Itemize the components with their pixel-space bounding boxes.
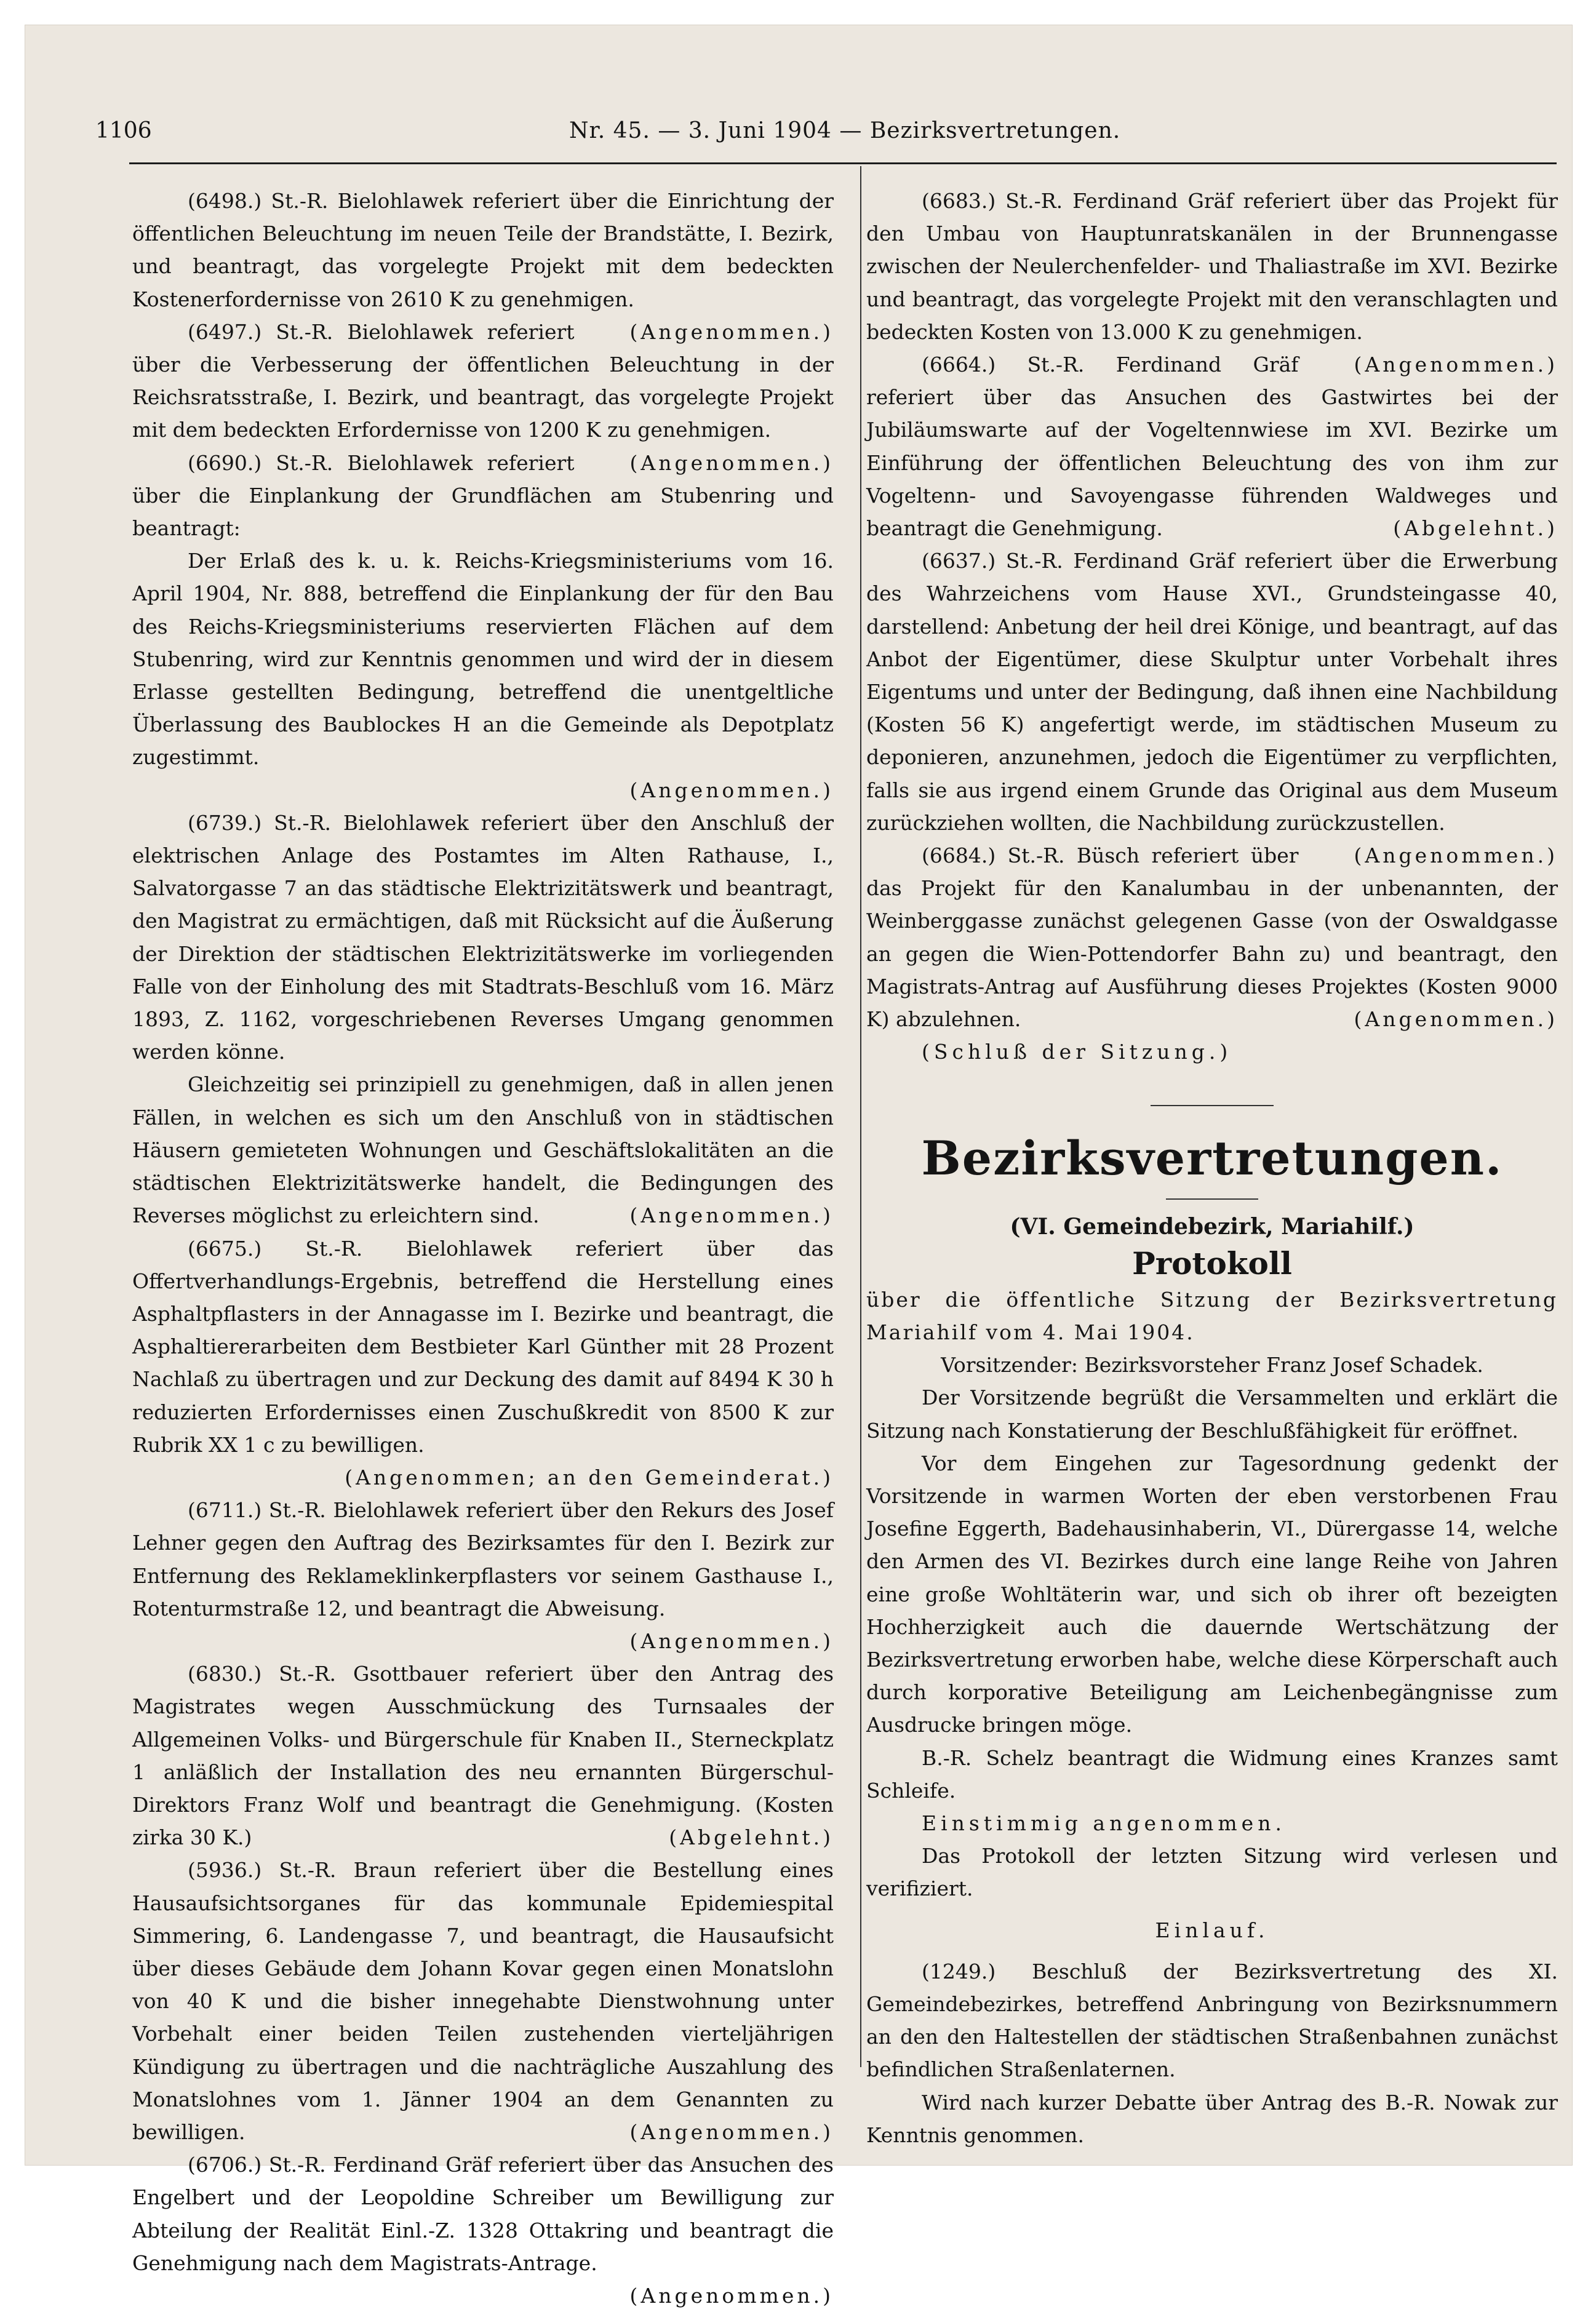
session-intro: über die öffentliche Sitzung der Bezirksvertretung Mariahilf vom 4. Mai 1904. <box>866 1287 1558 1344</box>
result: (Angenommen.) <box>1354 353 1558 377</box>
item-6690-quote: Der Erlaß des k. u. k. Reichs-Kriegsministeriums vom 16. April 1904, Nr. 888, betreffend die Einplankung der für den Bau des Reichs-Kriegsministeriums reservierten Flächen auf dem Stubenring, wird zur Kenntnis genommen und wird der in diesem Erlasse gestellten Bedingung, betreffend die unentgeltliche Überlassung des Baublockes H an die Gemeinde als Depotplatz zugestimmt. <box>132 549 834 770</box>
unanimous-result: Einstimmig angenommen. <box>922 1811 1286 1835</box>
item-1249: (1249.) Beschluß der Bezirksvertretung des XI. Gemeindebezirkes, betreffend Anbringung von Bezirksnummern an den den Haltestellen der städtischen Straßenbahnen zunächst befindlichen Straßenlaternen. <box>866 1959 1558 2082</box>
item-6637: (6637.) St.-R. Ferdinand Gräf referiert über die Erwerbung des Wahrzeichens vom Hause XVI., Grundsteingasse 40, darstellend: Anbetung der heil drei Könige, und beantragt, auf das Anbot der Eigentümer, diese Skulptur unter Vorbehalt ihres Eigentums und unter der Bedingung, daß ihnen eine Nachbildung (Kosten 56 K) angefertigt werde, im städtischen Museum zu deponieren, anzunehmen, jedoch die Eigentümer zu verpflichten, falls sie aus irgend einem Grunde das Original aus dem Museum zurückziehen wollten, die Nachbildung zurückzustellen. (Angenommen.) <box>866 544 1558 839</box>
einlauf-heading: Einlauf. <box>1155 1918 1269 1942</box>
section-separator <box>1151 1105 1274 1106</box>
page-number: 1106 <box>95 118 152 143</box>
page-header <box>95 110 1584 154</box>
item-6675: (6675.) St.-R. Bielohlawek referiert über das Offertverhandlungs-Ergebnis, betreffend die Herstellung eines Asphaltpflasters in der Annagasse im I. Bezirke und beantragt, die Asphaltiererarbeiten dem Bestbieter Karl Günther mit 28 Prozent Nachlaß zu übertragen und zur Deckung des damit auf 8494 K 30 h reduzierten Erfordernisses einen Zuschußkredit von 8500 K zur Rubrik XX 1 c zu bewilligen. <box>132 1236 834 1457</box>
header-title: Nr. 45. — 3. Juni 1904 — Bezirksvertretungen. <box>569 118 1121 143</box>
item-6739-cont: Gleichzeitig sei prinzipiell zu genehmigen, daß in allen jenen Fällen, in welchen es sich um den Anschluß von in städtischen Häusern gemieteten Wohnungen und Geschäftslokalitäten an die städtischen Elektrizitätswerke handelt, die Bedingungen des Reverses möglichst zu erleichtern sind. (Angenommen.) <box>132 1068 834 1232</box>
minutes-note: Das Protokoll der letzten Sitzung wird verlesen und verifiziert. <box>866 1844 1558 1901</box>
result: (Abgelehnt.) <box>1393 516 1558 541</box>
item-6683: (6683.) St.-R. Ferdinand Gräf referiert über das Projekt für den Umbau von Hauptunratskanälen in der Brunnengasse zwischen der Neulerchenfelder- und Thaliastraße im XVI. Bezirke und beantragt, das vorgelegte Projekt mit den veranschlagten und bedeckten Kosten von 13.000 K zu genehmigen. (Angenommen.) <box>866 185 1558 348</box>
protocol-heading: Protokoll <box>1132 1245 1292 1282</box>
wreath-motion: B.-R. Schelz beantragt die Widmung eines Kranzes samt Schleife. <box>866 1745 1558 1803</box>
item-6684: (6684.) St.-R. Büsch referiert über das Projekt für den Kanalumbau in der unbenannten, der Weinberggasse zunächst gelegenen Gasse (von der Oswaldgasse an gegen die Wien-Pottendorfer Bahn zu) und beantragt, den Magistrats-Antrag auf Ausführung dieses Projektes (Kosten 9000 K) abzulehnen. (Angenommen.) <box>866 839 1558 1035</box>
result: (Angenommen; an den Gemeinderat.) <box>345 1465 834 1489</box>
result: (Angenommen.) <box>629 319 834 344</box>
item-6830: (6830.) St.-R. Gsottbauer referiert über den Antrag des Magistrates wegen Ausschmückung des Turnsaales der Allgemeinen Volks- und Bürgerschule für Knaben II., Sterneckplatz 1 anläßlich der Installation des neu ernannten Bürgerschul-Direktors Franz Wolf und beantragt die Genehmigung. (Kosten zirka 30 K.) (Abgelehnt.) <box>132 1657 834 1854</box>
item-1249-outcome: Wird nach kurzer Debatte über Antrag des B.-R. Nowak zur Kenntnis genommen. <box>866 2090 1558 2147</box>
item-6497: (6497.) St.-R. Bielohlawek referiert über die Verbesserung der öffentlichen Beleuchtung in der Reichsratsstraße, I. Bezirk, und beantragt, das vorgelegte Projekt mit dem bedeckten Erfordernisse von 1200 K zu genehmigen. (Angenommen.) <box>132 316 834 447</box>
item-6739: (6739.) St.-R. Bielohlawek referiert über den Anschluß der elektrischen Anlage des Postamtes im Alten Rathause, I., Salvatorgasse 7 an das städtische Elektrizitätswerk und beantragt, den Magistrat zu ermächtigen, daß mit Rücksicht auf die Äußerung der Direktion der städtischen Elektrizitätswerke im vorliegenden Falle von der Einholung des mit Stadtrats-Beschluß vom 16. März 1893, Z. 1162, vorgeschriebenen Reverses Umgang genommen werden könne. <box>132 810 834 1064</box>
item-6711: (6711.) St.-R. Bielohlawek referiert über den Rekurs des Josef Lehner gegen den Auftrag des Bezirksamtes für den I. Bezirk zur Entfernung des Reklameklinkerpflasters vor seinem Gasthause I., Rotenturmstraße 12, und beantragt die Abweisung. <box>132 1498 834 1620</box>
result: (Angenommen.) <box>1354 843 1558 868</box>
item-6498: (6498.) St.-R. Bielohlawek referiert über die Einrichtung der öffentlichen Beleuchtung im neuen Teile der Brandstätte, I. Bezirk, und beantragt, das vorgelegte Projekt mit dem bedeckten Kostenerfordernisse von 2610 K zu genehmigen. (Angenommen.) <box>132 185 834 316</box>
result: (Abgelehnt.) <box>669 1825 834 1850</box>
result: (Angenommen.) <box>629 2119 834 2144</box>
section-title: Bezirksvertretungen. <box>921 1131 1503 1186</box>
result: (Angenommen.) <box>629 1203 834 1228</box>
district-heading: (VI. Gemeindebezirk, Mariahilf.) <box>1010 1214 1414 1240</box>
result: (Angenommen.) <box>1354 1007 1558 1032</box>
result: (Angenommen.) <box>629 1628 834 1653</box>
title-rule <box>1166 1198 1258 1200</box>
column-divider <box>860 166 861 2067</box>
result: (Angenommen.) <box>629 778 834 802</box>
header-rule <box>129 162 1557 164</box>
item-6690: (6690.) St.-R. Bielohlawek referiert über die Einplankung der Grundflächen am Stubenring und beantragt: <box>132 450 834 541</box>
left-column <box>132 185 834 2312</box>
closing-note: (Schluß der Sitzung.) <box>922 1040 1232 1064</box>
item-6664: (6664.) St.-R. Ferdinand Gräf referiert über das Ansuchen des Gastwirtes bei der Jubiläumswarte auf der Vogeltennwiese im XVI. Bezirke um Einführung der öffentlichen Beleuchtung des von ihm zur Vogeltenn- und Savoyengasse führenden Waldweges und beantragt die Genehmigung. (Abgelehnt.) <box>866 348 1558 544</box>
chair-line: Vorsitzender: Bezirksvorsteher Franz Josef Schadek. <box>941 1353 1483 1377</box>
right-column <box>866 185 1558 2151</box>
item-6706: (6706.) St.-R. Ferdinand Gräf referiert über das Ansuchen des Engelbert und der Leopoldine Schreiber um Bewilligung zur Abteilung der Realität Einl.-Z. 1328 Ottakring und beantragt die Genehmigung nach dem Magistrats-Antrage. (Angenommen.) <box>132 2148 834 2279</box>
memorial-paragraph: Vor dem Eingehen zur Tagesordnung gedenkt der Vorsitzende in warmen Worten der eben verstorbenen Frau Josefine Eggerth, Badehausinhaberin, VI., Dürergasse 14, welche den Armen des VI. Bezirkes durch eine lange Reihe von Jahren eine große Wohltäterin war, und sich ob ihrer oft bezeigten Hochherzigkeit auch die dauernde Wertschätzung der Bezirksvertretung erworben habe, welche diese Körperschaft auch durch korporative Beteiligung am Leichenbegängnisse zum Ausdrucke bringen möge. <box>866 1451 1558 1737</box>
result: (Angenommen.) <box>629 2284 834 2308</box>
result: (Angenommen.) <box>629 450 834 475</box>
item-5936: (5936.) St.-R. Braun referiert über die Bestellung eines Hausaufsichtsorganes für das kommunale Epidemiespital Simmering, 6. Landengasse 7, und beantragt, die Hausaufsicht über dieses Gebäude dem Johann Kovar gegen einen Monatslohn von 40 K und die bisher innegehabte Dienstwohnung unter Vorbehalt einer beiden Teilen zustehenden vierteljährigen Kündigung zu übertragen und die nachträgliche Auszahlung des Monatslohnes vom 1. Jänner 1904 an dem Genannten zu bewilligen. (Angenommen.) <box>132 1854 834 2148</box>
opening-paragraph: Der Vorsitzende begrüßt die Versammelten und erklärt die Sitzung nach Konstatierung der Beschlußfähigkeit für eröffnet. <box>866 1385 1558 1443</box>
